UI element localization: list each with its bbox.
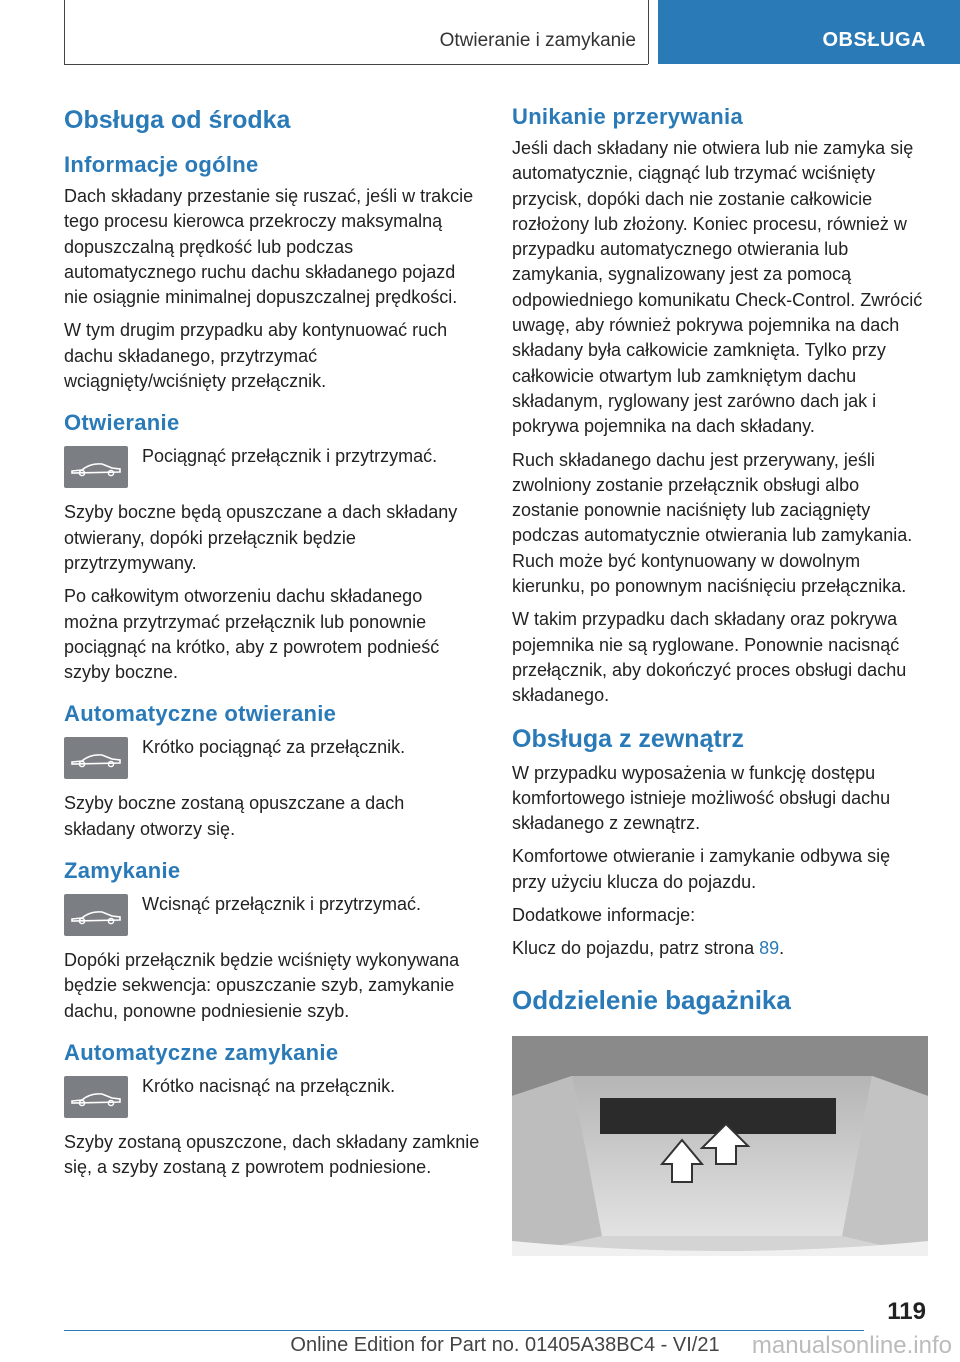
header-right-rule bbox=[648, 0, 649, 64]
heading-opening: Otwieranie bbox=[64, 410, 180, 436]
heading-inside-operation: Obsługa od środka bbox=[64, 106, 291, 134]
auto-closing-step-text: Krótko nacisnąć na przełącznik. bbox=[142, 1075, 396, 1096]
avoid-paragraph-3: W takim przypadku dach składany oraz pokrywa pojemnika nie są ryglowane. Ponownie nacisnąć przełącznik, aby dokończyć proces obsługi dachu składanego. bbox=[512, 609, 907, 706]
heading-auto-closing: Automatyczne zamykanie bbox=[64, 1039, 339, 1065]
convertible-roof-switch-icon bbox=[64, 894, 128, 936]
outside-paragraph-4 bbox=[512, 936, 928, 961]
edition-info: Online Edition for Part no. 01405A38BC4 - VI/21 bbox=[290, 1334, 720, 1356]
section-title: Otwieranie i zamykanie bbox=[439, 30, 636, 51]
left-column bbox=[64, 96, 480, 1189]
outside-paragraph-2: Komfortowe otwieranie i zamykanie odbywa się przy użyciu klucza do pojazdu. bbox=[512, 846, 891, 892]
chapter-tab-label: OBSŁUGA bbox=[822, 29, 926, 51]
opening-paragraph-1: Szyby boczne będą opuszczane a dach składany otwierany, dopóki przełącznik będzie przytrzymywany. bbox=[64, 502, 458, 573]
auto-closing-paragraph: Szyby zostaną opuszczone, dach składany zamknie się, a szyby zostaną z powrotem podniesione. bbox=[64, 1131, 480, 1178]
trunk-photo bbox=[512, 1036, 928, 1256]
opening-step bbox=[64, 442, 480, 488]
opening-paragraph-2: Po całkowitym otworzeniu dachu składanego można przytrzymać przełącznik lub ponownie pociągnąć na krótko, aby z powrotem podnieść szyby boczne. bbox=[64, 586, 440, 683]
right-column bbox=[512, 96, 928, 1261]
closing-step bbox=[64, 890, 480, 936]
heading-general-info: Informacje ogólne bbox=[64, 152, 259, 177]
general-paragraph-2: W tym drugim przypadku aby kontynuować ruch dachu składanego, przytrzymać wciągnięty/wciśnięty przełącznik. bbox=[64, 320, 448, 392]
avoid-paragraph-2: Ruch składanego dachu jest przerywany, jeśli zwolniony zostanie przełącznik obsługi albo zostanie ponownie naciśnięty lub zaciągnięty podczas automatycznie otwierania lub zamykania. Ruch może być kontynuowany w dowolnym kierunku, po ponownym naciśnięciu przełącznika. bbox=[512, 449, 913, 597]
heading-outside-operation: Obsługa z zewnątrz bbox=[512, 724, 744, 753]
heading-closing: Zamykanie bbox=[64, 858, 181, 884]
header-bottom-rule bbox=[64, 64, 648, 65]
convertible-roof-switch-icon bbox=[64, 446, 128, 488]
heading-auto-opening: Automatyczne otwieranie bbox=[64, 701, 337, 727]
page-number: 119 bbox=[887, 1298, 926, 1325]
auto-opening-paragraph: Szyby boczne zostaną opuszczane a dach składany otworzy się. bbox=[64, 793, 405, 839]
closing-paragraph: Dopóki przełącznik będzie wciśnięty wykonywana będzie sekwencja: opuszczanie szyb, zamykanie dachu, ponowne podniesienie szyb. bbox=[64, 950, 460, 1021]
convertible-roof-switch-icon bbox=[64, 1076, 128, 1118]
watermark: manualsonline.info bbox=[751, 1332, 952, 1359]
closing-step-text: Wcisnąć przełącznik i przytrzymać. bbox=[142, 894, 422, 915]
convertible-roof-switch-icon bbox=[64, 737, 128, 779]
auto-opening-step bbox=[64, 733, 480, 779]
opening-step-text: Pociągnąć przełącznik i przytrzymać. bbox=[142, 446, 438, 467]
chapter-tab[interactable] bbox=[658, 0, 960, 64]
key-reference-suffix: . bbox=[779, 938, 785, 959]
outside-paragraph-3: Dodatkowe informacje: bbox=[512, 905, 696, 926]
auto-opening-step-text: Krótko pociągnąć za przełącznik. bbox=[142, 737, 406, 758]
key-reference-text: Klucz do pojazdu, patrz strona bbox=[512, 938, 760, 959]
avoid-paragraph-1: Jeśli dach składany nie otwiera lub nie zamyka się automatycznie, ciągnąć lub trzymać wciśnięty przycisk, dopóki dach nie zostanie całkowicie rozłożony lub złożony. Koniec procesu, również w przypadku automatycznego otwierania lub zamykania, sygnalizowany jest za pomocą odpowiedniego komunikatu Check-Control. Zwrócić uwagę, aby również pokrywa pojemnika na dach składany była całkowicie zamknięta. Tylko przy całkowicie otwartym lub zamkniętym dachu składanym, ryglowany jest zarówno dach jak i pokrywa pojemnika na dach składany. bbox=[512, 138, 923, 437]
auto-closing-step bbox=[64, 1072, 480, 1118]
outside-paragraph-1: W przypadku wyposażenia w funkcję dostępu komfortowego istnieje możliwość obsługi dachu składanego z zewnątrz. bbox=[512, 762, 891, 834]
heading-trunk-separation: Oddzielenie bagażnika bbox=[512, 984, 791, 1015]
general-paragraph-1: Dach składany przestanie się ruszać, jeśli w trakcie tego procesu kierowca przekroczy maksymalną dopuszczalną prędkość lub podczas automatycznego ruchu dachu składanego pojazd nie osiągnie minimalnej dopuszczalnej prędkości. bbox=[64, 186, 474, 308]
page-link-89[interactable]: 89 bbox=[759, 938, 780, 959]
heading-avoid-interruption: Unikanie przerywania bbox=[512, 104, 743, 129]
footer-rule bbox=[64, 1330, 864, 1331]
